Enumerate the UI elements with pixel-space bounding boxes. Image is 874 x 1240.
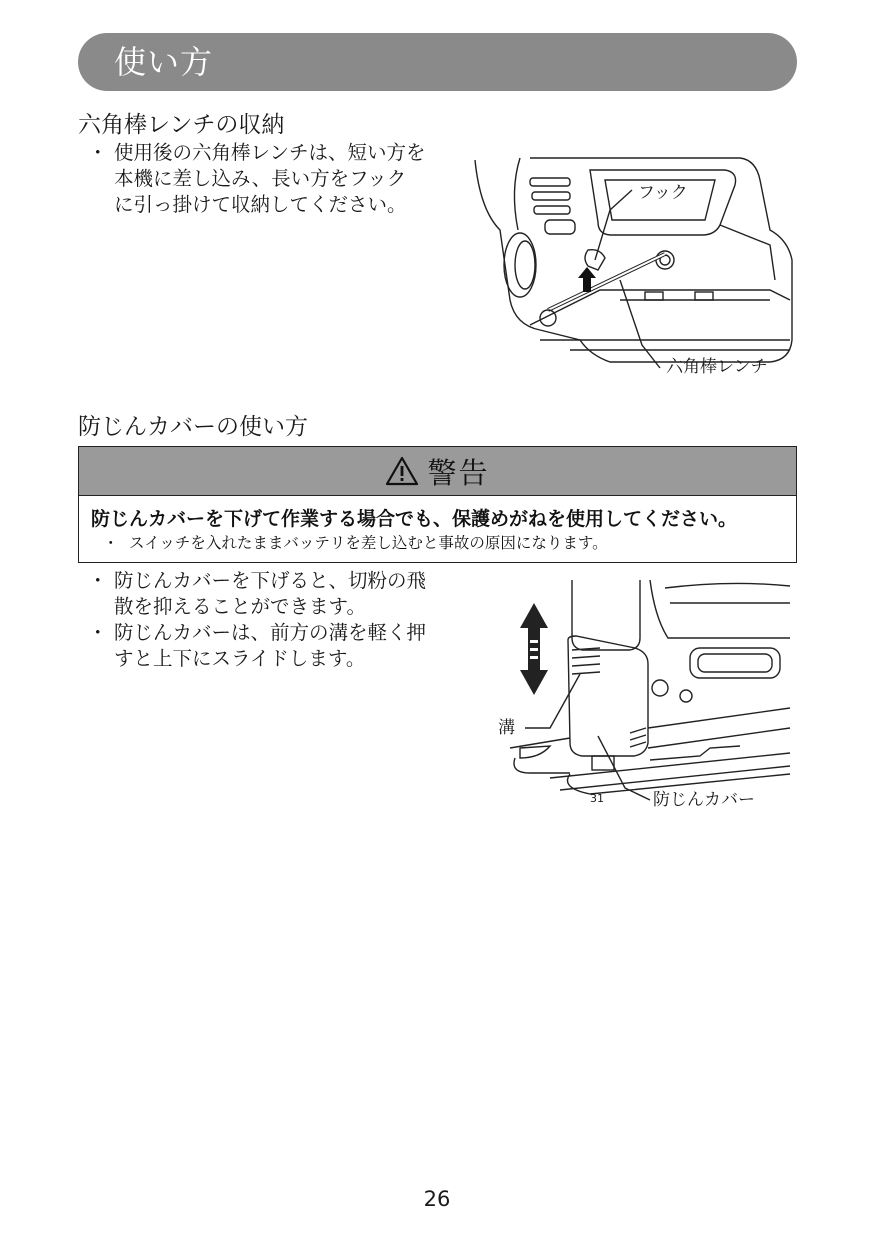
bullet-dot: ・ (103, 534, 119, 552)
bullet-line: 本機に差し込み、長い方をフック (114, 167, 407, 190)
jigsaw-base-illustration (490, 578, 800, 818)
bullet-line: 防じんカバーを下げると、切粉の飛 (114, 569, 427, 592)
bullet-line: すと上下にスライドします。 (114, 647, 366, 670)
warning-header (79, 447, 796, 496)
groove-label: 溝 (498, 718, 515, 738)
section-heading-dust-cover: 防じんカバーの使い方 (78, 414, 308, 440)
bullet-dot: ・ (88, 569, 108, 592)
bullet-dot: ・ (88, 621, 108, 644)
bullet-line: に引っ掛けて収納してください。 (114, 193, 407, 216)
bullet-dot: ・ (88, 141, 108, 164)
list-item (80, 568, 470, 620)
bullet-line: 使用後の六角棒レンチは、短い方を (114, 141, 426, 164)
warning-box (78, 446, 797, 563)
section-header-bar (78, 33, 797, 91)
dust-cover-label: 防じんカバー (653, 790, 755, 810)
list-item (80, 620, 470, 672)
hex-wrench-label: 六角棒レンチ (666, 357, 768, 377)
page-number: 26 (423, 1187, 451, 1211)
list-item (80, 140, 470, 218)
wrench-storage-bullets (80, 140, 470, 218)
wrench-storage-figure (470, 150, 800, 385)
bullet-line: 散を抑えることができます。 (114, 595, 366, 618)
warning-sub-text (103, 533, 608, 553)
dust-cover-bullets (80, 568, 470, 672)
warning-main-text: 防じんカバーを下げて作業する場合でも、保護めがねを使用してください。 (91, 508, 738, 530)
hook-label: フック (638, 183, 688, 203)
small-mark-label: 31 (590, 792, 604, 805)
dust-cover-figure (490, 578, 800, 818)
bullet-line: 防じんカバーは、前方の溝を軽く押 (114, 621, 427, 644)
warning-title: 警告 (427, 455, 490, 490)
warning-triangle-icon (385, 456, 419, 486)
section-heading-wrench-storage: 六角棒レンチの収納 (78, 112, 285, 138)
warning-sub-line: スイッチを入れたままバッテリを差し込むと事故の原因になります。 (129, 534, 608, 552)
page-title: 使い方 (114, 43, 214, 81)
jigsaw-housing-illustration (470, 150, 800, 385)
double-arrow-icon (520, 603, 548, 695)
